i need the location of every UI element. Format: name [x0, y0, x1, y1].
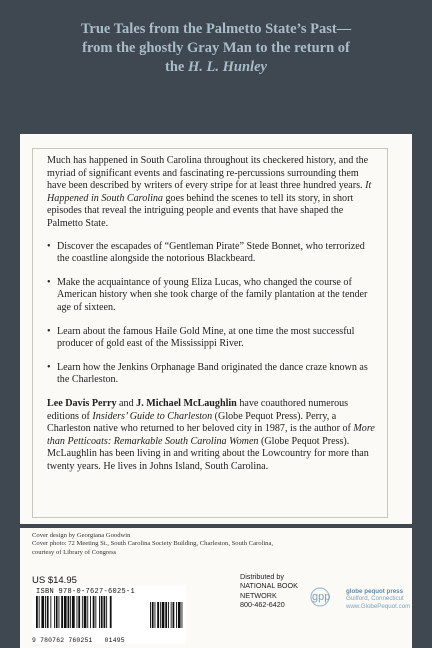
author-text-2: (Globe Pequot Press). Perry, a Charleston native who returned to her beloved city in 1987, is the author of — [47, 410, 354, 435]
author-name-2: J. Michael McLaughlin — [136, 397, 237, 409]
bullet-item — [47, 362, 377, 387]
author-text-1: have coauthored numerous editions of — [47, 397, 349, 422]
author-bio — [47, 398, 377, 474]
author-text-3: (Globe Pequot Press). McLaughlin has been living in and writing about the Lowcountry for more than twenty years. He lives in Johns Island, South Carolina. — [47, 435, 369, 472]
author-book-1: Insiders’ Guide to Charleston — [92, 410, 213, 422]
bullet-item — [47, 241, 377, 266]
tagline-line-3 — [20, 58, 412, 77]
bullet-item — [47, 277, 377, 315]
publisher-city: Guilford, Connecticut — [346, 595, 404, 603]
publisher-info — [346, 588, 418, 610]
distributor-phone: 800-462-6420 — [240, 600, 285, 610]
bullet-item — [47, 326, 377, 351]
cover-design-credit: Cover design by Georgiana Goodwin — [32, 532, 131, 539]
tagline-hunley: H. L. Hunley — [188, 59, 267, 75]
barcode-ean: 9 780762 760251 — [32, 637, 93, 644]
intro-paragraph — [47, 155, 377, 231]
gpp-logo-text: gpp — [312, 591, 331, 603]
bullet-dot: • — [47, 361, 51, 373]
distributor-line-1: Distributed by — [240, 572, 284, 581]
author-and: and — [116, 397, 137, 409]
tagline-line-1: True Tales from the Palmetto State’s Past— — [80, 21, 352, 37]
intro-text-2: goes behind the scenes to tell its story, in short episodes that reveal the intriguing people and events that have shaped the Palmetto State. — [47, 192, 354, 229]
cover-photo-credit-1: Cover photo: 72 Meeting St., South Carolina Society Building, Charleston, South Carolina, — [32, 540, 274, 548]
intro-book-title: It Happened in South Carolina — [47, 180, 372, 204]
barcode-addon: 01495 — [104, 637, 125, 644]
barcode-icon — [32, 596, 186, 634]
intro-text-1: Much has happened in South Carolina throughout its checkered history, and the myriad of significant events and fascinating re-percussions surrounding them have been described by writers of every stripe for at least three hundred years. — [47, 155, 369, 192]
bullet-dot: • — [47, 240, 51, 252]
cover-photo-credit-2: courtesy of Library of Congress — [32, 548, 117, 556]
bullet-text: Discover the escapades of “Gentleman Pirate” Stede Bonnet, who terrorized the coastline alongside the notorious Blackbeard. — [57, 240, 365, 265]
barcode-numbers — [32, 637, 186, 644]
bullet-dot: • — [47, 276, 51, 288]
tagline-line-2: from the ghostly Gray Man to the return of — [82, 40, 350, 56]
bullet-text: Make the acquaintance of young Eliza Lucas, who changed the course of American history when she took charge of the family plantation at the tender age of sixteen. — [57, 276, 368, 313]
distributor-line-3: NETWORK — [240, 590, 277, 600]
gpp-logo-icon — [310, 582, 346, 612]
distributor-line-2: NATIONAL BOOK — [240, 581, 298, 591]
description-frame — [32, 148, 388, 518]
author-name-1: Lee Davis Perry — [47, 397, 117, 409]
price-label: US $14.95 — [32, 575, 77, 586]
description-panel — [20, 134, 412, 524]
bullet-text: Learn about the famous Haile Gold Mine, at one time the most successful producer of gold east of the Mississippi River. — [57, 325, 355, 350]
publisher-web: www.GlobePequot.com — [346, 602, 411, 610]
author-book-2: More than Petticoats: Remarkable South Carolina Women — [47, 423, 375, 447]
publisher-name: globe pequot press — [346, 588, 404, 595]
back-cover-tagline — [20, 20, 412, 77]
distributor-info — [240, 572, 298, 610]
bullet-text: Learn how the Jenkins Orphanage Band originated the dance craze known as the Charleston. — [57, 361, 368, 386]
bullet-dot: • — [47, 325, 51, 337]
barcode-box — [32, 586, 186, 644]
tagline-line-3-prefix: the — [165, 59, 188, 75]
cover-credits — [32, 532, 412, 557]
isbn-label: ISBN 978-0-7627-6025-1 — [36, 588, 136, 596]
